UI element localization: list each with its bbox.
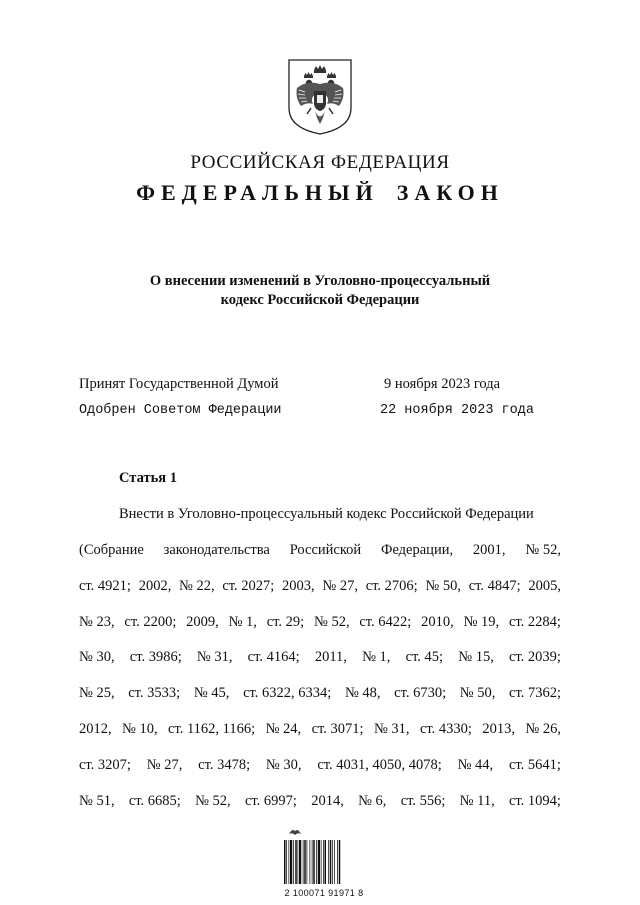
article-text-token: ст. 3207; <box>79 756 131 773</box>
article-text-token: ст. 4031, 4050, 4078; <box>317 756 442 773</box>
article-text-token: ст. 3533; <box>128 685 181 702</box>
coat-of-arms-emblem <box>287 58 353 136</box>
barcode <box>282 840 366 886</box>
article-text-token: № 10, <box>122 721 158 737</box>
eagle-mark-icon <box>288 826 302 836</box>
article-text-token: 2013, <box>482 721 515 737</box>
article-text-token: ст. 1162, 1166; <box>168 721 256 737</box>
adopted-by-duma-date: 9 ноября 2023 года <box>384 376 501 392</box>
document-type-word-1: ФЕДЕРАЛЬНЫЙ <box>136 180 379 205</box>
article-text-token: ст. 4330; <box>419 721 472 737</box>
article-text-token: 2011, <box>314 649 347 666</box>
article-text-token: ст. 6685; <box>128 792 181 809</box>
approved-by-council-date: 22 ноября 2023 года <box>380 403 534 418</box>
article-text-token: № 6, <box>358 792 387 809</box>
article-text-token: № 25, <box>79 685 115 702</box>
article-text-token: ст. 3986; <box>129 649 182 666</box>
article-text-token: № 11, <box>459 792 495 809</box>
article-text-token: № 52, <box>313 613 350 630</box>
adopted-by-duma-label: Принят Государственной Думой <box>79 376 279 392</box>
law-title-line-1: О внесении изменений в Уголовно-процессуальный <box>149 273 491 289</box>
article-text-token: ст. 45; <box>405 649 444 666</box>
article-text-token: ст. 2027; <box>222 577 275 594</box>
article-text-token: № 52, <box>195 792 231 809</box>
article-text-token: № 48, <box>344 685 381 702</box>
document-type <box>0 180 640 206</box>
article-text-token: ст. 6322, 6334; <box>243 685 332 702</box>
article-text-token: № 1, <box>228 613 257 630</box>
article-text-token: 2003, <box>282 577 315 594</box>
article-text-token: № 26, <box>525 721 561 737</box>
article-text-line <box>79 757 561 774</box>
article-text-token: 2014, <box>311 792 344 809</box>
article-text-token: ст. 5641; <box>508 756 561 773</box>
document-type-word-2: ЗАКОН <box>396 180 504 205</box>
article-text-token: ст. 6997; <box>244 792 297 809</box>
article-text-token: 2012, <box>79 721 112 737</box>
article-text-token: № 1, <box>362 649 391 666</box>
article-text-token: 2005, <box>528 577 561 594</box>
article-text-token: № 23, <box>79 613 115 630</box>
article-text-token: № 27, <box>146 756 183 773</box>
article-text-token: № 44, <box>457 756 494 773</box>
article-text-token: ст. 6730; <box>394 685 447 702</box>
approved-by-council-label: Одобрен Советом Федерации <box>79 403 282 418</box>
article-text-token: № 50, <box>425 577 461 594</box>
article-text-token: № 52, <box>525 542 561 558</box>
article-text-token: № 50, <box>459 685 496 702</box>
article-text-token: ст. 3071; <box>311 721 364 737</box>
article-text-token: ст. 1094; <box>508 792 561 809</box>
article-text-line <box>79 685 561 702</box>
article-text-token: 2002, <box>138 577 172 594</box>
article-text-token: ст. 2200; <box>124 613 177 630</box>
law-title <box>0 272 640 310</box>
article-text-token: ст. 4164; <box>247 649 300 666</box>
article-text-line <box>79 578 561 595</box>
article-text-token: № 31, <box>373 721 410 737</box>
article-text-token: № 24, <box>265 721 302 737</box>
article-text-token: ст. 556; <box>400 792 446 809</box>
article-text-token: законодательства <box>163 542 270 558</box>
article-text-token: № 30, <box>79 649 115 666</box>
article-text-token: ст. 7362; <box>509 685 561 702</box>
article-text-token: № 30, <box>265 756 302 773</box>
article-text-token: 2009, <box>186 613 219 630</box>
article-text-token: № 45, <box>193 685 230 702</box>
article-text-line <box>79 649 561 666</box>
barcode-number: 2 100071 91971 8 <box>284 888 364 898</box>
article-text-token: ст. 4847; <box>468 577 521 594</box>
article-text-line <box>79 614 561 631</box>
article-heading: Статья 1 <box>119 470 177 486</box>
article-text-token: 2001, <box>472 542 506 558</box>
document-footer <box>282 824 364 898</box>
country-name: РОССИЙСКАЯ ФЕДЕРАЦИЯ <box>190 152 450 173</box>
article-text-token: № 51, <box>79 792 115 809</box>
article-text-token: № 19, <box>463 613 500 630</box>
article-text-token: ст. 3478; <box>198 756 251 773</box>
article-text-token: ст. 2284; <box>508 613 561 630</box>
article-text-line: Внести в Уголовно-процессуальный кодекс Российской Федерации <box>119 506 534 522</box>
article-text-token: ст. 6422; <box>359 613 412 630</box>
article-text-token: ст. 2039; <box>509 649 561 666</box>
article-text-token: (Собрание <box>79 542 144 558</box>
article-text-token: ст. 29; <box>266 613 305 630</box>
article-text-line <box>79 793 561 810</box>
article-text-token: ст. 4921; <box>79 577 131 594</box>
article-text-line <box>79 721 561 738</box>
article-text-token: № 27, <box>322 577 358 594</box>
article-text-token: № 22, <box>179 577 215 594</box>
article-text-token: ст. 2706; <box>365 577 418 594</box>
article-text-token: Российской <box>289 542 362 558</box>
article-text-token: 2010, <box>421 613 454 630</box>
article-text-token: № 15, <box>458 649 494 666</box>
article-text-token: Федерации, <box>380 542 454 558</box>
article-text-line <box>79 542 561 559</box>
law-title-line-2: кодекс Российской Федерации <box>220 292 420 308</box>
article-text-token: № 31, <box>196 649 233 666</box>
